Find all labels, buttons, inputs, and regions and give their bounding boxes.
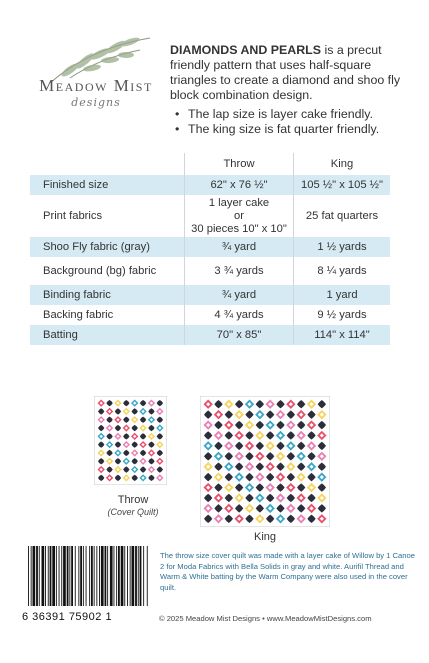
row-label: Binding fabric xyxy=(30,285,185,305)
barcode-bar xyxy=(78,546,79,606)
barcode-bar xyxy=(138,546,139,606)
throw-quilt-sublabel: (Cover Quilt) xyxy=(107,507,159,517)
barcode-bar xyxy=(107,546,108,606)
table-row xyxy=(30,305,390,325)
king-value: 8 ¼ yards xyxy=(294,257,391,285)
feature-item: • The king size is fat quarter friendly. xyxy=(170,122,415,137)
barcode-bar xyxy=(147,546,148,606)
row-label: Batting xyxy=(30,325,185,345)
throw-value xyxy=(185,195,294,237)
throw-value: ¾ yard xyxy=(185,285,294,305)
table-row xyxy=(30,237,390,257)
cover-quilt-note: The throw size cover quilt was made with a layer cake of Willow by 1 Canoe 2 for Moda Fabrics with Bella Solids in gray and white. Aurifil Thread and Warm & White batting by the Warm Company were also used in the cover quilt. xyxy=(160,551,415,592)
row-label: Backing fabric xyxy=(43,309,114,321)
king-value: 1 ½ yards xyxy=(294,237,391,257)
barcode-bar xyxy=(135,546,137,606)
row-label: Print fabrics xyxy=(43,210,103,222)
fabric-requirements-table xyxy=(30,153,390,345)
barcode-bar xyxy=(83,546,84,606)
barcode-bar xyxy=(52,546,55,606)
row-label: Finished size xyxy=(30,175,185,195)
barcode-bar xyxy=(36,546,38,606)
table-row xyxy=(30,195,390,237)
barcode-bar xyxy=(96,546,97,606)
barcode-bar xyxy=(101,546,104,606)
barcode-bar xyxy=(130,546,131,606)
barcode-bar xyxy=(105,546,107,606)
barcode-bar xyxy=(28,546,29,606)
barcode-bar xyxy=(69,546,70,606)
barcode-bar xyxy=(114,546,115,606)
row-label: Shoo Fly fabric (gray) xyxy=(30,237,185,257)
throw-line: or xyxy=(234,209,244,222)
table-row xyxy=(30,285,390,305)
barcode-bar xyxy=(118,546,120,606)
barcode-bar xyxy=(116,546,117,606)
barcode-bar xyxy=(59,546,60,606)
barcode-bar xyxy=(71,546,73,606)
throw-value: 4 ¾ yards xyxy=(185,305,294,325)
barcode-bar xyxy=(110,546,113,606)
throw-quilt-image xyxy=(94,396,167,485)
table-row xyxy=(30,257,390,285)
barcode-bar xyxy=(63,546,66,606)
king-value: 105 ½" x 105 ½" xyxy=(294,175,391,195)
throw-value: 3 ¾ yards xyxy=(185,257,294,285)
table-row xyxy=(30,325,390,345)
barcode-bar xyxy=(124,546,125,606)
barcode-bar xyxy=(86,546,87,606)
barcode-bar xyxy=(140,546,142,606)
header-empty xyxy=(30,153,185,175)
barcode-bar xyxy=(67,546,69,606)
pattern-title: DIAMONDS AND PEARLS xyxy=(170,43,321,57)
intro-paragraph xyxy=(170,43,402,103)
king-value: 114" x 114" xyxy=(294,325,391,345)
barcode-bar xyxy=(89,546,90,606)
copyright-line: © 2025 Meadow Mist Designs • www.MeadowMistDesigns.com xyxy=(159,614,372,623)
barcode-bar xyxy=(33,546,36,606)
barcode-bar xyxy=(75,546,76,606)
king-quilt-label: King xyxy=(253,531,277,543)
table-header-row xyxy=(30,153,390,175)
king-value: 9 ½ yards xyxy=(294,305,391,325)
barcode-bar xyxy=(61,546,62,606)
barcode-bar xyxy=(91,546,93,606)
barcode-bar xyxy=(45,546,46,606)
brand-name: Meadow Mist xyxy=(39,76,153,95)
throw-line: 30 pieces 10" x 10" xyxy=(191,222,287,235)
throw-value: 70" x 85" xyxy=(185,325,294,345)
header-king: King xyxy=(294,153,391,175)
barcode-bar xyxy=(132,546,135,606)
barcode-bar xyxy=(94,546,95,606)
barcode-bar xyxy=(80,546,82,606)
barcode-bar xyxy=(127,546,128,606)
barcode-bar xyxy=(48,546,49,606)
barcode-image xyxy=(26,546,150,606)
barcode-bar xyxy=(50,546,52,606)
barcode-bar xyxy=(121,546,124,606)
feature-list xyxy=(170,107,415,137)
intro-text: is a precut friendly pattern that uses half-square triangles to create a diamond and shoo fly block combination design. xyxy=(170,43,401,102)
barcode-bar xyxy=(42,546,45,606)
king-value: 25 fat quarters xyxy=(294,195,391,237)
throw-value: ¾ yard xyxy=(185,237,294,257)
barcode-bar xyxy=(31,546,32,606)
feature-item: • The lap size is layer cake friendly. xyxy=(170,107,415,122)
barcode-number: 6 36391 75902 1 xyxy=(22,611,113,623)
throw-line: 1 layer cake xyxy=(208,196,270,209)
brand-subtitle: designs xyxy=(71,96,121,109)
barcode-bar xyxy=(99,546,100,606)
king-quilt-image xyxy=(200,396,330,527)
row-label: Background (bg) fabric xyxy=(43,265,157,277)
king-value: 1 yard xyxy=(294,285,391,305)
barcode-bar xyxy=(143,546,144,606)
header-throw: Throw xyxy=(185,153,294,175)
throw-value: 62" x 76 ½" xyxy=(185,175,294,195)
barcode-bar xyxy=(56,546,57,606)
barcode-bar xyxy=(39,546,40,606)
table-row xyxy=(30,175,390,195)
throw-quilt-label: Throw xyxy=(117,494,149,506)
